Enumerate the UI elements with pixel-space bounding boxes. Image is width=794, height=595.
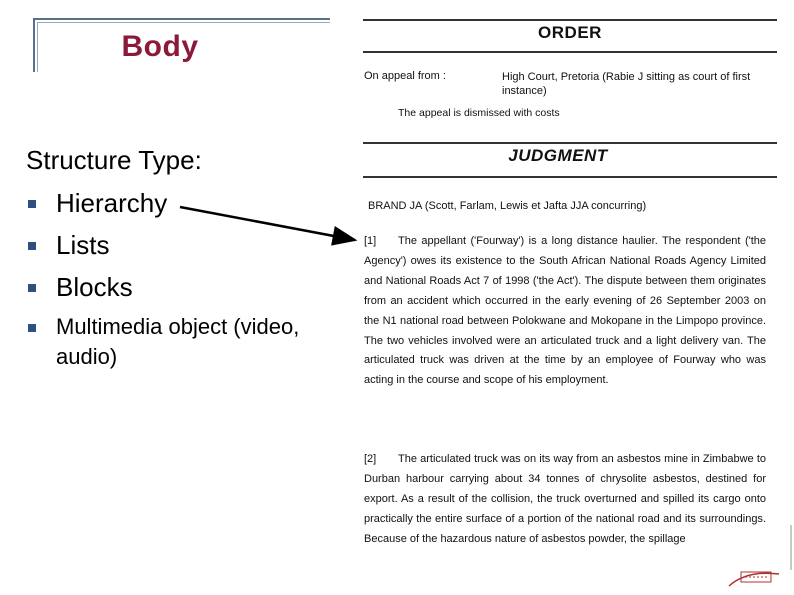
doc-divider xyxy=(363,51,777,53)
bullet-label: Multimedia object (video, audio) xyxy=(56,314,300,369)
judgment-paragraph xyxy=(364,450,766,550)
slide-title: Body xyxy=(121,30,199,63)
square-bullet-icon xyxy=(28,242,36,250)
doc-divider xyxy=(363,19,777,21)
title-frame-line xyxy=(37,22,38,72)
bullet-label: Blocks xyxy=(56,272,133,302)
appeal-label: On appeal from : xyxy=(364,70,446,82)
edge-mark xyxy=(790,525,792,570)
structure-heading: Structure Type: xyxy=(26,145,202,175)
square-bullet-icon xyxy=(28,284,36,292)
appeal-result: The appeal is dismissed with costs xyxy=(398,107,560,119)
judge-line: BRAND JA (Scott, Farlam, Lewis et Jafta JJA concurring) xyxy=(368,200,647,212)
judgment-document-image xyxy=(360,15,780,585)
title-frame-line xyxy=(33,18,330,20)
paragraph-text: The appellant ('Fourway') is a long distance haulier. The respondent ('the Agency') owes its existence to the South African National Roads Agency Limited and National Roads Act 7 of 1998 ('the Act'). The dispute between them originates from an accident which occurred in the early evening of 26 September 2003 on the N1 national road between Polokwane and Mokopane in the Limpopo province. The two vehicles involved were an articulated truck and a light delivery van. The articulated truck was driven at the time by an employee of Fourway who was acting in the course and scope of his employment. xyxy=(364,235,766,387)
logo-stamp-icon xyxy=(727,566,782,588)
arrow-line xyxy=(180,207,355,240)
paragraph-text: The articulated truck was on its way from an asbestos mine in Zimbabwe to Durban harbour carrying about 34 tonnes of chrysolite asbestos, destined for export. As a result of the collision, the truck overturned and spilled its cargo onto practically the entire surface of a portion of the national road and its surroundings. Because of the hazardous nature of asbestos powder, the spillage xyxy=(364,453,766,545)
title-frame-line xyxy=(33,18,35,72)
bullet-label: Lists xyxy=(56,230,110,260)
doc-divider xyxy=(363,142,777,144)
paragraph-number: [2] xyxy=(364,453,377,465)
square-bullet-icon xyxy=(28,200,36,208)
order-heading: ORDER xyxy=(538,23,602,42)
paragraph-number: [1] xyxy=(364,235,377,247)
judgment-heading: JUDGMENT xyxy=(508,146,608,165)
bullet-label: Hierarchy xyxy=(56,188,168,218)
title-frame-line xyxy=(37,22,330,23)
appeal-value: High Court, Pretoria (Rabie J sitting as court of first instance) xyxy=(502,71,751,97)
square-bullet-icon xyxy=(28,324,36,332)
doc-divider xyxy=(363,176,777,178)
judgment-paragraph xyxy=(364,232,766,391)
